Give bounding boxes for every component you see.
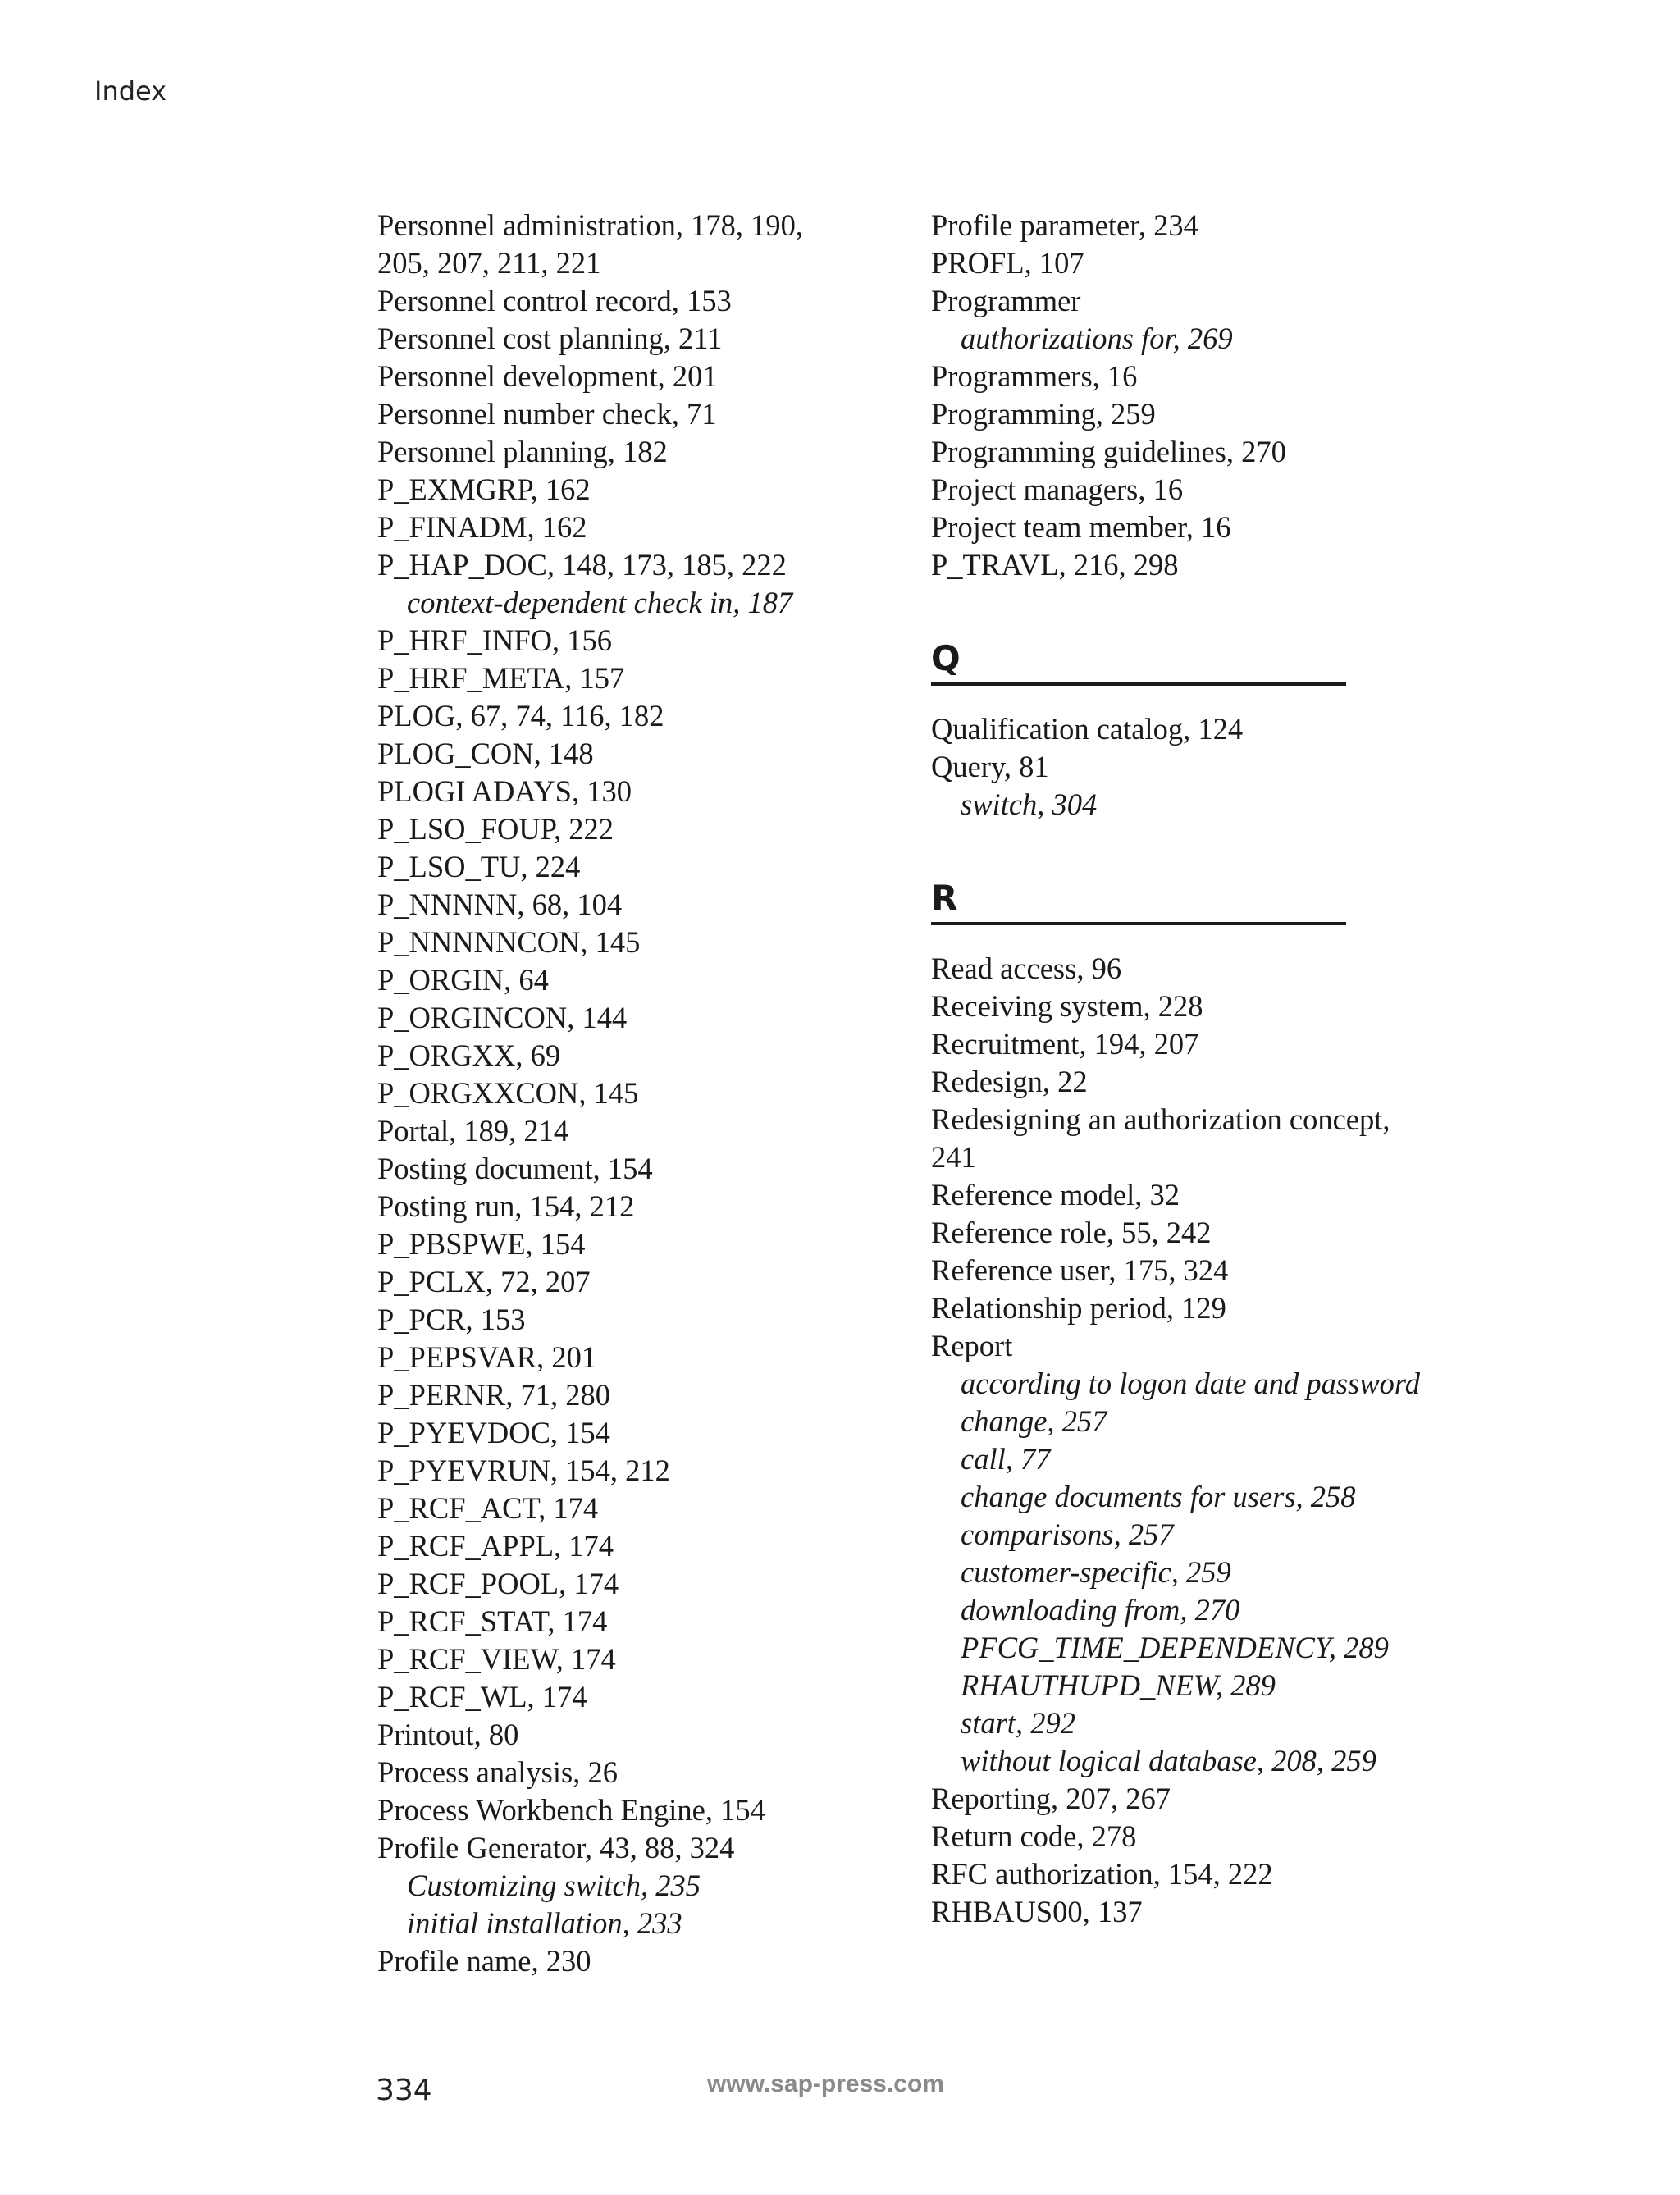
- index-entry: 241: [931, 1140, 976, 1174]
- index-entry: P_NNNNN, 68, 104: [377, 888, 623, 921]
- index-entry: Return code, 278: [931, 1819, 1137, 1853]
- index-entry: Reporting, 207, 267: [931, 1782, 1171, 1815]
- index-entry: Posting run, 154, 212: [377, 1189, 635, 1223]
- index-subentry: change, 257: [961, 1404, 1107, 1438]
- index-entry: Process analysis, 26: [377, 1755, 618, 1789]
- index-entry: P_RCF_WL, 174: [377, 1680, 587, 1714]
- section-spacer: [931, 824, 1505, 879]
- index-entry: Programming guidelines, 270: [931, 435, 1286, 468]
- index-entry: P_RCF_STAT, 174: [377, 1604, 608, 1638]
- index-entry: Personnel cost planning, 211: [377, 322, 723, 355]
- index-entry: Portal, 189, 214: [377, 1114, 569, 1148]
- index-subentry: context-dependent check in, 187: [407, 586, 793, 619]
- index-entry: Read access, 96: [931, 951, 1122, 985]
- section-spacer: [931, 925, 1505, 950]
- index-entry: RHBAUS00, 137: [931, 1895, 1143, 1928]
- index-subentry: RHAUTHUPD_NEW, 289: [961, 1668, 1276, 1702]
- index-entry: Programmers, 16: [931, 359, 1138, 393]
- publisher-website: www.sap-press.com: [707, 2070, 944, 2097]
- index-subentry: switch, 304: [961, 787, 1098, 821]
- index-entry: Project managers, 16: [931, 472, 1184, 506]
- index-subentry: downloading from, 270: [961, 1593, 1240, 1627]
- index-entry: Process Workbench Engine, 154: [377, 1793, 765, 1827]
- index-entry: Printout, 80: [377, 1718, 519, 1751]
- index-subentry: authorizations for, 269: [961, 322, 1233, 355]
- index-entry: Profile Generator, 43, 88, 324: [377, 1831, 735, 1864]
- index-entry: Personnel control record, 153: [377, 284, 732, 317]
- index-subentry: start, 292: [961, 1706, 1075, 1740]
- index-entry: P_PBSPWE, 154: [377, 1227, 586, 1261]
- index-entry: Report: [931, 1329, 1013, 1362]
- index-entry: P_RCF_ACT, 174: [377, 1491, 599, 1525]
- index-entry: PROFL, 107: [931, 246, 1084, 280]
- index-entry: Query, 81: [931, 750, 1049, 783]
- index-subentry: PFCG_TIME_DEPENDENCY, 289: [961, 1631, 1389, 1664]
- index-entry: P_NNNNNCON, 145: [377, 925, 641, 959]
- index-entry: Programming, 259: [931, 397, 1156, 431]
- index-entry: P_FINADM, 162: [377, 510, 587, 544]
- index-entry: PLOG, 67, 74, 116, 182: [377, 699, 664, 732]
- index-entry: Reference model, 32: [931, 1178, 1180, 1212]
- index-entry: P_RCF_APPL, 174: [377, 1529, 614, 1563]
- index-entry: Redesign, 22: [931, 1065, 1088, 1098]
- index-entry: Posting document, 154: [377, 1152, 653, 1185]
- index-entry: Reference user, 175, 324: [931, 1253, 1229, 1287]
- index-entry: P_PEPSVAR, 201: [377, 1340, 597, 1374]
- index-entry: P_HAP_DOC, 148, 173, 185, 222: [377, 548, 787, 582]
- index-entry: PLOG_CON, 148: [377, 737, 594, 770]
- index-entry: P_ORGIN, 64: [377, 963, 549, 997]
- index-subentry: change documents for users, 258: [961, 1480, 1356, 1513]
- page-number: 334: [376, 2074, 432, 2107]
- index-entry: Personnel development, 201: [377, 359, 718, 393]
- index-entry: RFC authorization, 154, 222: [931, 1857, 1273, 1891]
- index-entry: P_PCLX, 72, 207: [377, 1265, 591, 1298]
- index-entry: P_RCF_VIEW, 174: [377, 1642, 616, 1676]
- index-subentry: customer-specific, 259: [961, 1555, 1231, 1589]
- index-entry: Project team member, 16: [931, 510, 1231, 544]
- index-entry: P_ORGINCON, 144: [377, 1001, 628, 1034]
- index-entry: Personnel number check, 71: [377, 397, 717, 431]
- index-entry: P_PERNR, 71, 280: [377, 1378, 610, 1412]
- section-letter-heading: Q: [931, 640, 1346, 686]
- index-subentry: without logical database, 208, 259: [961, 1744, 1376, 1777]
- index-subentry: call, 77: [961, 1442, 1051, 1476]
- index-entry: Profile name, 230: [377, 1944, 591, 1978]
- index-entry: Qualification catalog, 124: [931, 712, 1244, 746]
- index-entry: Personnel planning, 182: [377, 435, 668, 468]
- index-entry: P_EXMGRP, 162: [377, 472, 591, 506]
- index-entry: P_HRF_META, 157: [377, 661, 625, 695]
- index-entry: Relationship period, 129: [931, 1291, 1226, 1325]
- index-subentry: according to logon date and password: [961, 1367, 1420, 1400]
- running-head: Index: [94, 75, 167, 107]
- index-entry: P_ORGXXCON, 145: [377, 1076, 639, 1110]
- index-entry: P_PCR, 153: [377, 1303, 526, 1336]
- section-letter-heading: R: [931, 879, 1346, 925]
- index-entry: P_LSO_FOUP, 222: [377, 812, 614, 846]
- index-entry: P_RCF_POOL, 174: [377, 1567, 619, 1600]
- index-entry: Receiving system, 228: [931, 989, 1203, 1023]
- index-entry: Profile parameter, 234: [931, 208, 1198, 242]
- index-column-right: [931, 207, 1505, 1931]
- index-entry: P_HRF_INFO, 156: [377, 623, 612, 657]
- index-entry: Redesigning an authorization concept,: [931, 1102, 1390, 1136]
- index-entry: P_LSO_TU, 224: [377, 850, 581, 883]
- index-subentry: initial installation, 233: [407, 1906, 682, 1940]
- index-entry: Personnel administration, 178, 190,: [377, 208, 804, 242]
- index-entry: PLOGI ADAYS, 130: [377, 774, 632, 808]
- index-entry: P_PYEVDOC, 154: [377, 1416, 610, 1449]
- index-entry: Reference role, 55, 242: [931, 1216, 1212, 1249]
- index-entry: Recruitment, 194, 207: [931, 1027, 1199, 1061]
- index-column-left: [377, 207, 870, 1980]
- index-entry: P_ORGXX, 69: [377, 1038, 561, 1072]
- index-subentry: Customizing switch, 235: [407, 1869, 701, 1902]
- index-entry: Programmer: [931, 284, 1081, 317]
- section-spacer: [931, 686, 1505, 710]
- section-spacer: [931, 584, 1505, 640]
- index-entry: 205, 207, 211, 221: [377, 246, 601, 280]
- index-subentry: comparisons, 257: [961, 1517, 1174, 1551]
- index-entry: P_TRAVL, 216, 298: [931, 548, 1179, 582]
- index-entry: P_PYEVRUN, 154, 212: [377, 1453, 670, 1487]
